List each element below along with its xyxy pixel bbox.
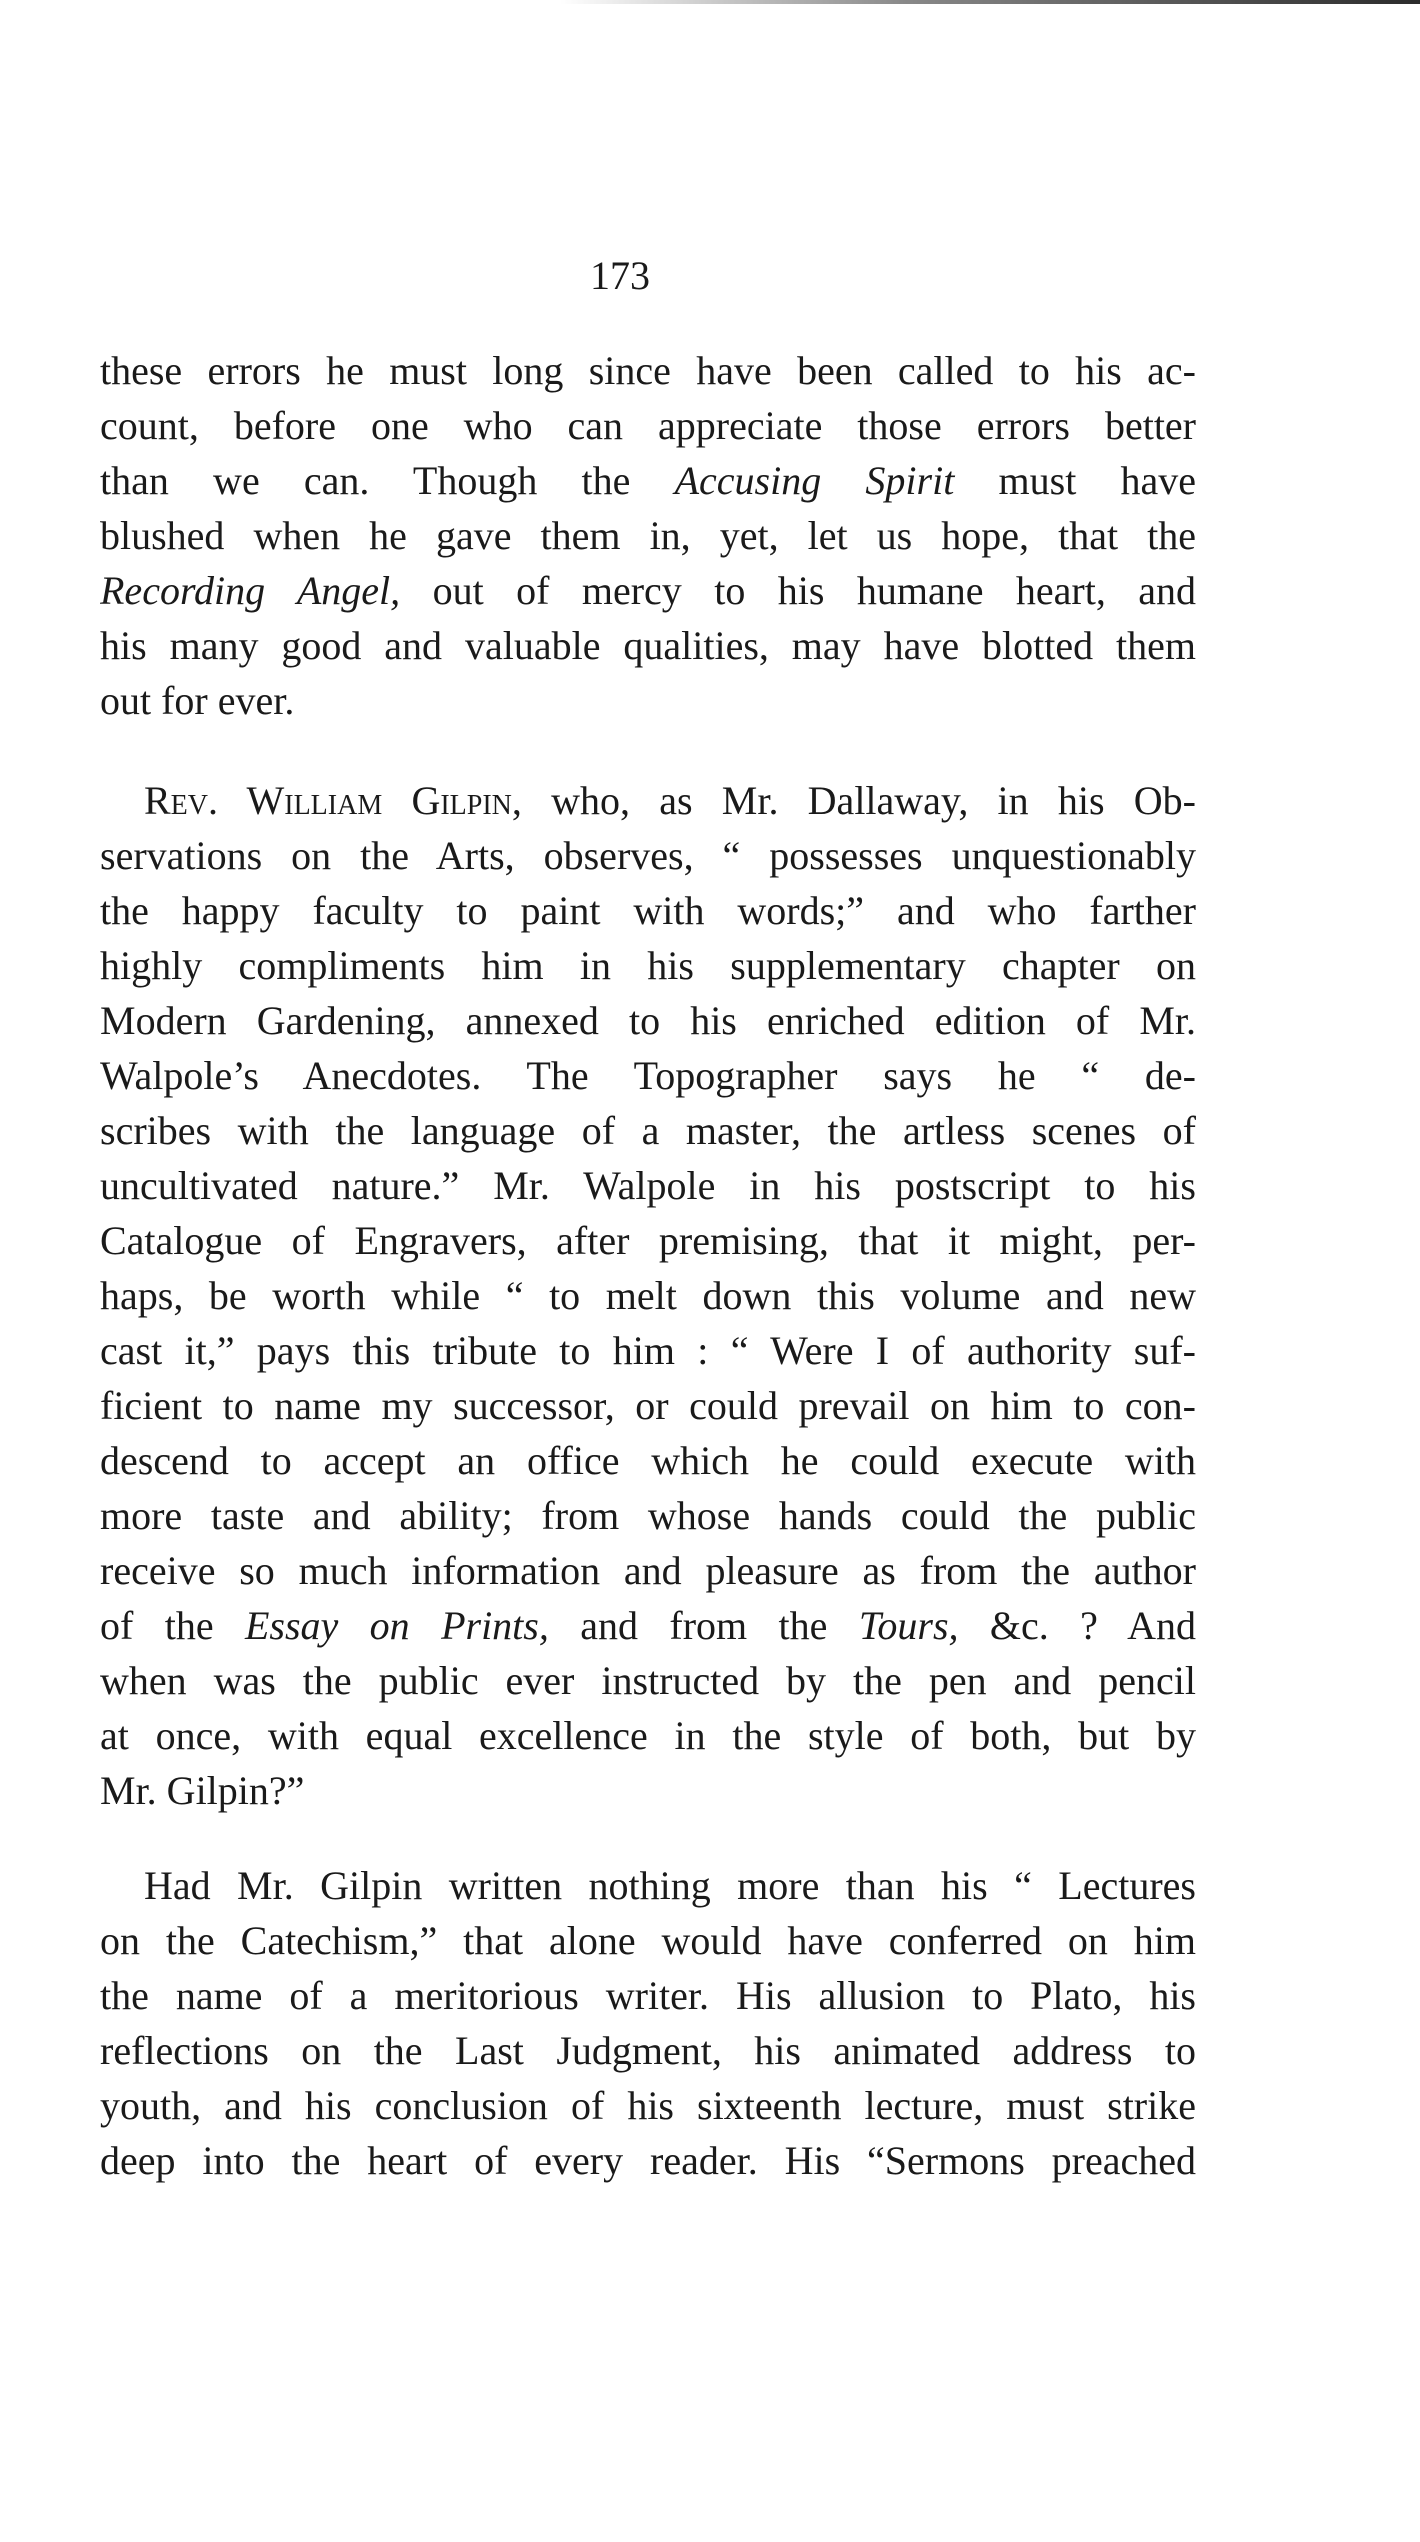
text-run: out of mercy to his humane heart, and bbox=[432, 568, 1196, 613]
text-line: more taste and ability; from whose hands could the public bbox=[100, 1493, 1196, 1538]
text-line: blushed when he gave them in, yet, let us hope, that the bbox=[100, 513, 1196, 558]
text-line: haps, be worth while “ to melt down this volume and new bbox=[100, 1273, 1196, 1318]
paragraph-1 bbox=[100, 343, 1196, 728]
text-run: than we can. bbox=[100, 458, 370, 503]
page-edge-rule bbox=[560, 0, 1420, 4]
text-line: on the Catechism,” that alone would have conferred on him bbox=[100, 1918, 1196, 1963]
text-line: uncultivated nature.” Mr. Walpole in his postscript to his bbox=[100, 1163, 1196, 1208]
text-run: who, as Mr. Dallaway, in his Ob- bbox=[551, 778, 1196, 823]
text-line: ficient to name my successor, or could prevail on him to con- bbox=[100, 1383, 1196, 1428]
page-number: 173 bbox=[590, 253, 650, 298]
text-line bbox=[100, 453, 1196, 508]
text-line: these errors he must long since have been called to his ac- bbox=[100, 348, 1196, 393]
text-line bbox=[100, 563, 1196, 618]
text-line bbox=[100, 773, 1196, 828]
text-run: must have bbox=[998, 458, 1196, 503]
paragraph-3 bbox=[100, 1858, 1196, 2188]
text-run: and from the bbox=[580, 1603, 828, 1648]
text-line: deep into the heart of every reader. His “Sermons preached bbox=[100, 2138, 1196, 2183]
text-line: receive so much information and pleasure as from the author bbox=[100, 1548, 1196, 1593]
text-line: Modern Gardening, annexed to his enriched edition of Mr. bbox=[100, 998, 1196, 1043]
paragraph-2 bbox=[100, 773, 1196, 1818]
italic-term: Recording Angel, bbox=[100, 568, 401, 613]
person-name: Rev. William Gilpin, bbox=[144, 778, 522, 823]
text-line: descend to accept an office which he could execute with bbox=[100, 1438, 1196, 1483]
text-line: Catalogue of Engravers, after premising, that it might, per- bbox=[100, 1218, 1196, 1263]
text-line: Walpole’s Anecdotes. The Topographer says he “ de- bbox=[100, 1053, 1196, 1098]
text-line: the happy faculty to paint with words;” and who farther bbox=[100, 888, 1196, 933]
text-line: Had Mr. Gilpin written nothing more than his “ Lectures bbox=[144, 1863, 1196, 1908]
text-line: highly compliments him in his supplementary chapter on bbox=[100, 943, 1196, 988]
text-line bbox=[100, 1598, 1196, 1653]
text-line: at once, with equal excellence in the style of both, but by bbox=[100, 1713, 1196, 1758]
text-line: scribes with the language of a master, the artless scenes of bbox=[100, 1108, 1196, 1153]
italic-title: Essay on Prints, bbox=[244, 1603, 549, 1648]
text-line: his many good and valuable qualities, may have blotted them bbox=[100, 623, 1196, 668]
text-line: count, before one who can appreciate those errors better bbox=[100, 403, 1196, 448]
text-line: when was the public ever instructed by the pen and pencil bbox=[100, 1658, 1196, 1703]
text-line: reflections on the Last Judgment, his animated address to bbox=[100, 2028, 1196, 2073]
text-run: Though the bbox=[412, 458, 631, 503]
text-line: youth, and his conclusion of his sixteenth lecture, must strike bbox=[100, 2083, 1196, 2128]
text-line: the name of a meritorious writer. His allusion to Plato, his bbox=[100, 1973, 1196, 2018]
text-line: Mr. Gilpin?” bbox=[100, 1768, 305, 1813]
italic-title: Tours, bbox=[858, 1603, 959, 1648]
text-line: servations on the Arts, observes, “ possesses unquestionably bbox=[100, 833, 1196, 878]
text-run: of the bbox=[100, 1603, 214, 1648]
text-line: cast it,” pays this tribute to him : “ Were I of authority suf- bbox=[100, 1328, 1196, 1373]
italic-term: Accusing Spirit bbox=[674, 458, 955, 503]
text-run: &c. ? And bbox=[989, 1603, 1196, 1648]
text-line: out for ever. bbox=[100, 678, 295, 723]
